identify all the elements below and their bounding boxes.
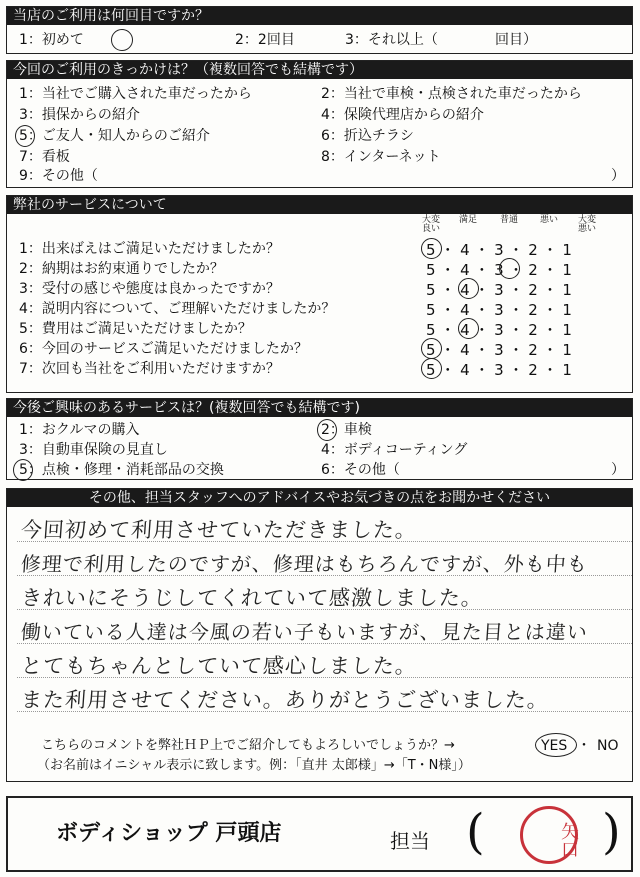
interest-selected-circle-5 [13, 459, 33, 481]
staff-paren-open: ( [466, 804, 485, 860]
service-question-5: 5：費用はご満足いただけましたか？ [19, 321, 252, 337]
reason-header: 今回のご利用のきっかけは？（複数回答でも結構です） [7, 61, 632, 79]
interest-item-4[interactable]: 4：ボディコーティング [321, 442, 468, 458]
comment-line-5: とてもちゃんとしていて感心しました。 [20, 654, 418, 678]
service-rating-scale-7[interactable]: 5 ・ 4 ・ 3 ・ 2 ・ 1 [426, 361, 572, 379]
service-question-4: 4：説明内容について、ご理解いただけましたか？ [19, 301, 336, 317]
interest-selected-circle-2 [317, 419, 337, 441]
hp-yes-selected-circle [535, 733, 577, 757]
scale-label-very-good: 大変良い [421, 215, 440, 234]
reason-item-8[interactable]: 8：インターネット [321, 149, 441, 165]
service-section [6, 195, 633, 393]
staff-label: 担当 [390, 829, 430, 853]
service-selected-circle-6 [421, 338, 442, 359]
initials-note: （お名前はイニシャル表示に致します。例：「直井 太郎様」→「T・N様」） [37, 758, 471, 773]
visits-option-second[interactable]: 2：2回目 [235, 32, 295, 48]
interest-item-6[interactable]: 6：その他（ [321, 462, 400, 478]
shop-name: ボディショップ 戸頭店 [56, 821, 282, 846]
reason-selected-circle [15, 125, 35, 147]
service-rating-scale-5[interactable]: 5 ・ 4 ・ 3 ・ 2 ・ 1 [426, 321, 572, 339]
reason-item-9-close: ） [611, 168, 625, 184]
scale-label-normal: 普通 [499, 215, 518, 225]
hp-yes-option[interactable]: YES [541, 738, 568, 754]
reason-item-7[interactable]: 7：看板 [19, 149, 70, 165]
interest-section [6, 398, 633, 480]
scale-label-very-bad: 大変悪い [577, 215, 596, 234]
comment-line-1: 今回初めて利用させていただきました。 [20, 518, 418, 542]
reason-item-5[interactable]: 5：ご友人・知人からのご紹介 [19, 128, 210, 144]
reason-item-4[interactable]: 4：保険代理店からの紹介 [321, 107, 484, 123]
service-selected-circle-3 [458, 278, 479, 299]
visits-option-first[interactable]: 1：初めて [19, 32, 84, 48]
service-selected-circle-5 [458, 318, 479, 339]
comment-line-4: 働いている人達は今風の若い子もいますが、見た目とは違い [20, 620, 589, 644]
reason-item-2[interactable]: 2：当社で車検・点検された車だったから [321, 86, 582, 102]
reason-item-6[interactable]: 6：折込チラシ [321, 128, 414, 144]
comment-line-3: きれいにそうじしてくれていて感激しました。 [20, 586, 484, 610]
service-rating-scale-3[interactable]: 5 ・ 4 ・ 3 ・ 2 ・ 1 [426, 281, 572, 299]
service-rating-scale-2[interactable]: 5 ・ 4 ・ 3 ・ 2 ・ 1 [426, 261, 572, 279]
comment-line-6: また利用させてください。ありがとうございました。 [20, 688, 550, 712]
hp-no-option[interactable]: NO [597, 738, 619, 754]
hp-question: こちらのコメントを弊社ＨＰ上でご紹介してもよろしいでしょうか？→ [41, 738, 455, 753]
comment-line-2: 修理で利用したのですが、修理はもちろんですが、外も中も [20, 552, 589, 576]
visits-option-more-suffix: 回目） [495, 32, 537, 48]
visits-option-more[interactable]: 3：それ以上（ [345, 32, 438, 48]
staff-stamp-text: 矢口 [558, 822, 579, 858]
reason-section [6, 60, 633, 188]
footer-section [6, 796, 633, 872]
interest-item-2[interactable]: 2：車検 [321, 422, 372, 438]
interest-item-6-close: ） [611, 462, 625, 478]
comments-header: その他、担当スタッフへのアドバイスやお気づきの点をお聞かせください [7, 489, 632, 507]
visits-section [6, 6, 633, 54]
interest-item-5[interactable]: 5：点検・修理・消耗部品の交換 [19, 462, 224, 478]
comments-section [6, 488, 633, 782]
reason-item-3[interactable]: 3：損保からの紹介 [19, 107, 140, 123]
service-question-7: 7：次回も当社をご利用いただけますか？ [19, 361, 280, 377]
service-rating-scale-1[interactable]: 5 ・ 4 ・ 3 ・ 2 ・ 1 [426, 241, 572, 259]
interest-item-3[interactable]: 3：自動車保険の見直し [19, 442, 168, 458]
scale-label-bad: 悪い [539, 215, 558, 225]
scale-label-satisfied: 満足 [458, 215, 477, 225]
reason-item-9[interactable]: 9：その他（ [19, 168, 98, 184]
interest-header: 今後ご興味のあるサービスは？(複数回答でも結構です) [7, 399, 632, 417]
hp-separator: ・ [577, 738, 591, 754]
service-selected-circle-2 [499, 258, 520, 279]
staff-paren-close: ) [602, 804, 621, 860]
service-selected-circle-7 [421, 358, 442, 379]
service-question-3: 3：受付の感じや態度は良かったですか？ [19, 281, 280, 297]
service-selected-circle-1 [421, 238, 442, 259]
visits-selected-circle [111, 29, 133, 51]
service-header: 弊社のサービスについて [7, 196, 632, 214]
interest-item-1[interactable]: 1：おクルマの購入 [19, 422, 140, 438]
service-question-6: 6：今回のサービスご満足いただけましたか？ [19, 341, 308, 357]
service-rating-scale-6[interactable]: 5 ・ 4 ・ 3 ・ 2 ・ 1 [426, 341, 572, 359]
service-question-2: 2：納期はお約束通りでしたか？ [19, 261, 224, 277]
visits-header: 当店のご利用は何回目ですか？ [7, 7, 632, 25]
reason-item-1[interactable]: 1：当社でご購入された車だったから [19, 86, 252, 102]
service-rating-scale-4[interactable]: 5 ・ 4 ・ 3 ・ 2 ・ 1 [426, 301, 572, 319]
service-question-1: 1：出来ばえはご満足いただけましたか？ [19, 241, 280, 257]
